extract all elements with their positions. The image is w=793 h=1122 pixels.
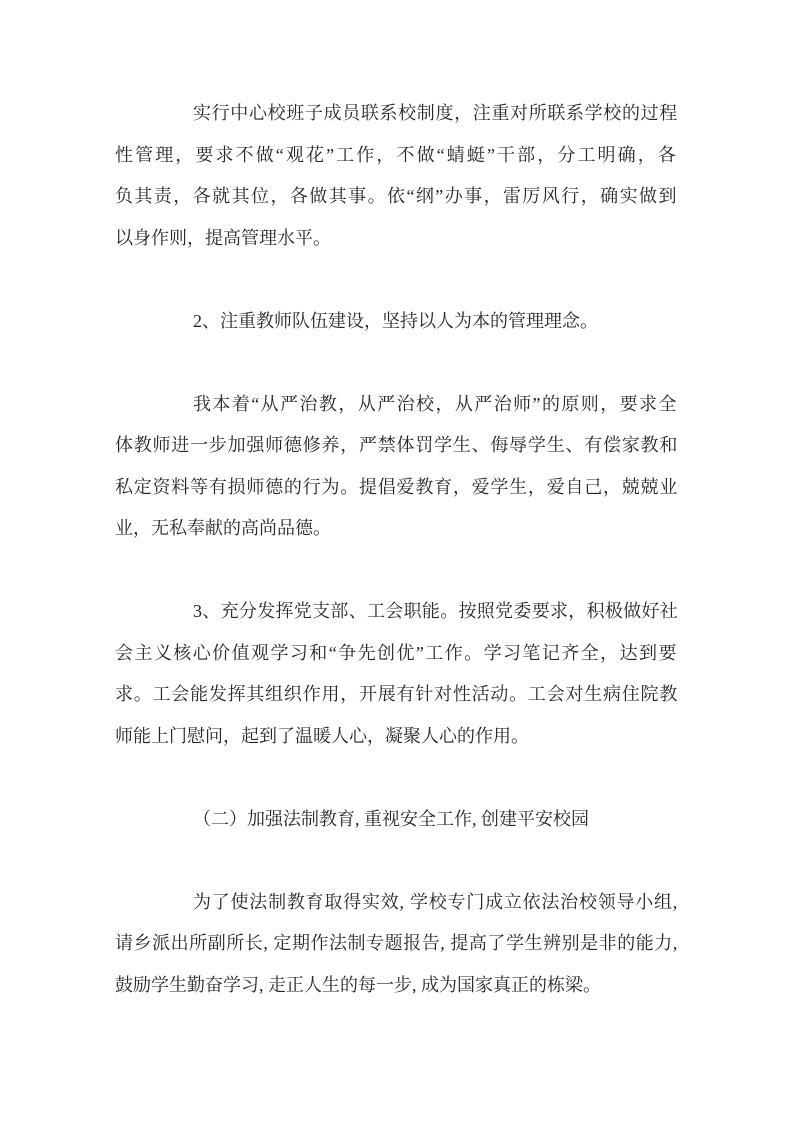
text-line: 师能上门慰问，起到了温暖人心，凝聚人心的作用。 <box>115 725 529 746</box>
text-line: 求。工会能发挥其组织作用，开展有针对性活动。工会对生病住院教 <box>115 684 679 704</box>
para-item-3-party-branch-union <box>115 591 678 757</box>
text-line: 以身作则，提高管理水平。 <box>115 227 331 248</box>
document-body <box>115 93 678 1006</box>
para-law-education-results <box>115 882 678 1007</box>
text-line: 体教师进一步加强师德修养，严禁体罚学生、侮辱学生、有偿家教和 <box>115 435 679 455</box>
text-line: 业，无私奉献的高尚品德。 <box>115 518 331 538</box>
heading-item-2-teacher-team <box>115 301 678 343</box>
text-line: 私定资料等有损师德的行为。提倡爱教育，爱学生，爱自己，兢兢业 <box>115 476 679 497</box>
heading-section-2-law-education <box>115 799 678 841</box>
text-line: 负其责，各就其位，各做其事。依“纲”办事，雷厉风行，确实做到 <box>115 186 678 206</box>
para-school-liaison-system <box>115 93 678 259</box>
text-line: 3、充分发挥党支部、工会职能。按照党委要求，积极做好社 <box>193 601 679 621</box>
text-line: 性管理，要求不做“观花”工作，不做“蜻蜓”干部，分工明确，各 <box>115 144 678 165</box>
text-line: 我本着“从严治教，从严治校，从严治师”的原则，要求全 <box>193 393 678 414</box>
text-line: （二）加强法制教育, 重视安全工作, 创建平安校园 <box>193 808 589 829</box>
text-line: 会主义核心价值观学习和“争先创优”工作。学习笔记齐全，达到要 <box>115 642 678 663</box>
text-line: 实行中心校班子成员联系校制度，注重对所联系学校的过程 <box>193 103 678 123</box>
text-line: 请乡派出所副所长, 定期作法制专题报告, 提高了学生辨别是非的能力, <box>115 933 678 953</box>
text-line: 鼓励学生勤奋学习, 走正人生的每一步, 成为国家真正的栋梁。 <box>115 974 601 995</box>
text-line: 2、注重教师队伍建设，坚持以人为本的管理理念。 <box>193 310 598 331</box>
text-line: 为了使法制教育取得实效, 学校专门成立依法治校领导小组, <box>193 891 679 912</box>
para-strict-teacher-ethics <box>115 384 678 550</box>
